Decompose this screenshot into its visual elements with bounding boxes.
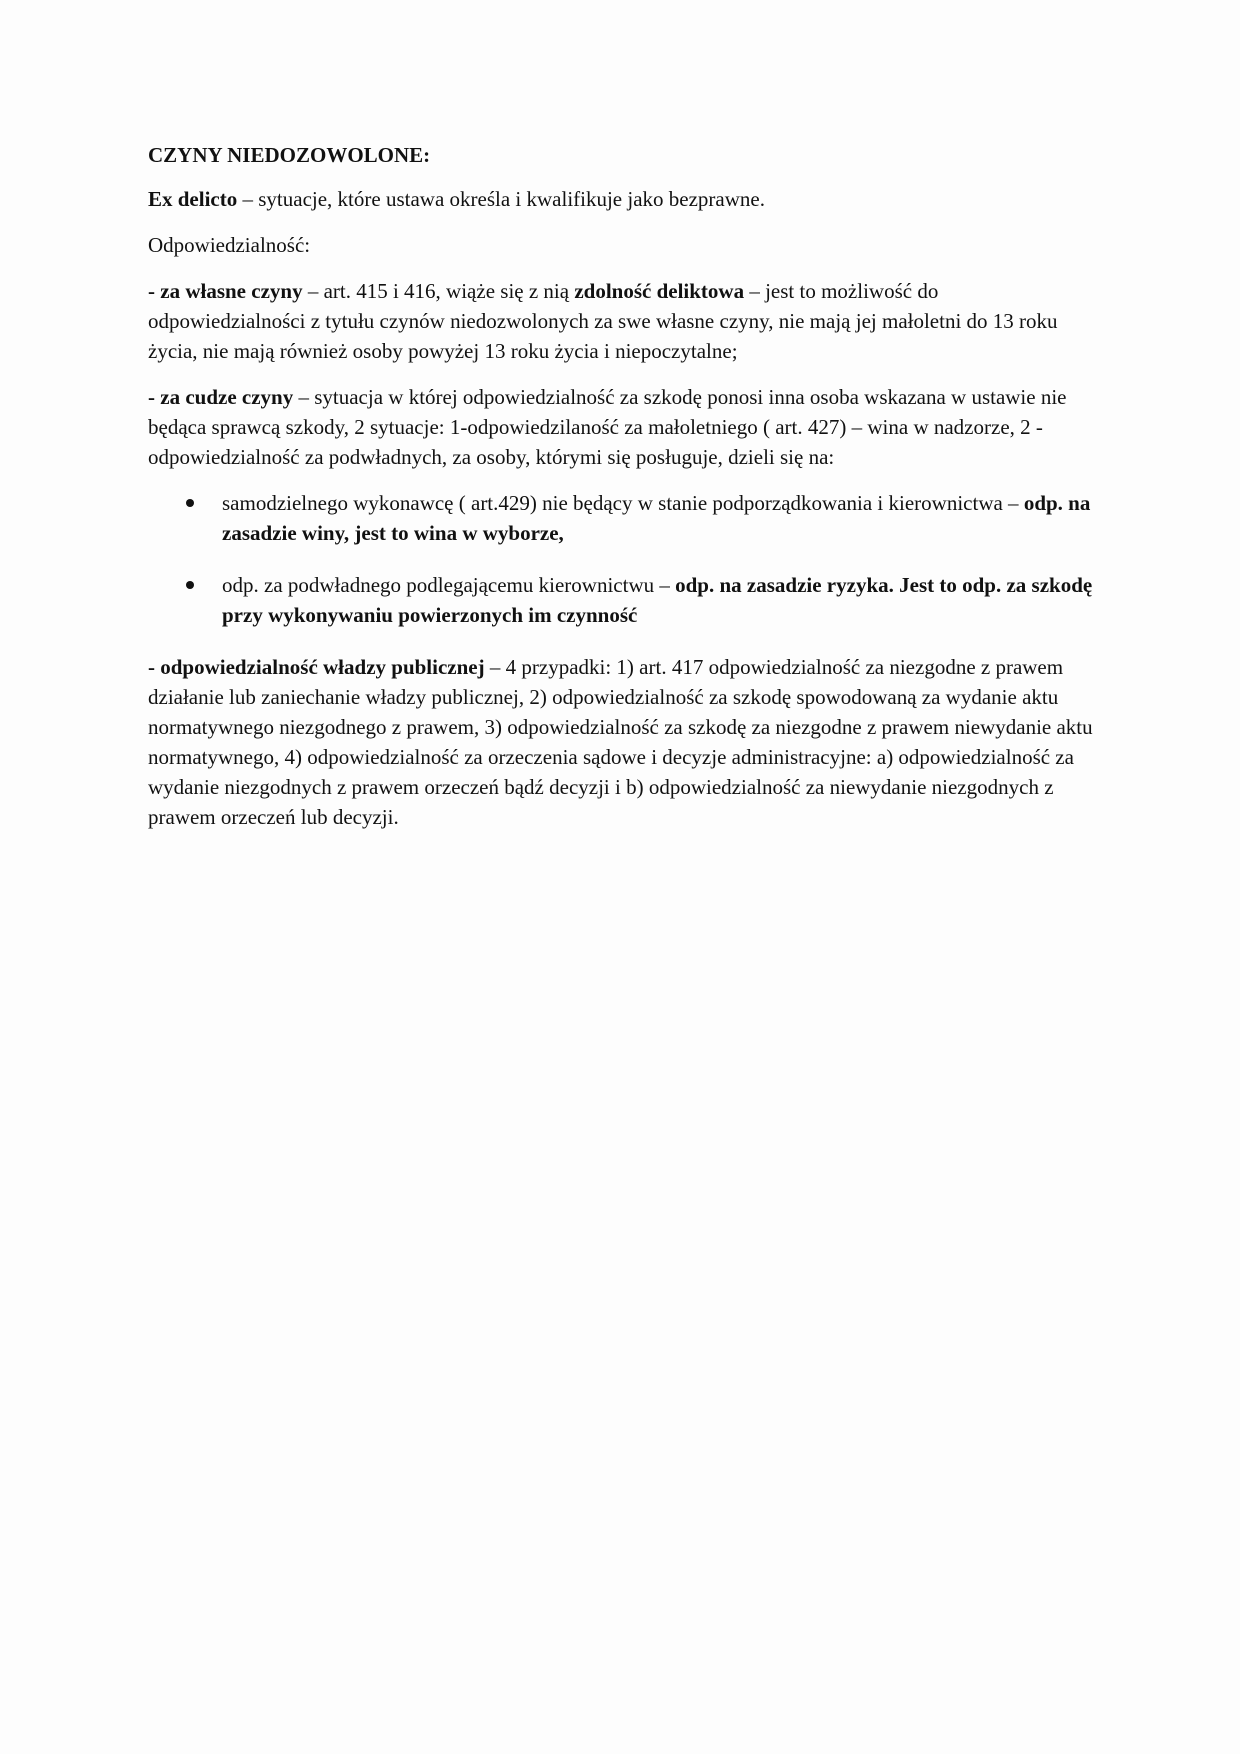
section-public-term: odpowiedzialność władzy publicznej [160, 655, 485, 679]
section-others-text: – sytuacja w której odpowiedzialność za szkodę ponosi inna osoba wskazana w ustawie nie będąca sprawcą szkody, 2 sytuacje: 1-odpowiedzilaność za małoletniego ( art. 427) – wina w nadzorze, 2 -odpowiedzialność za podwładnych, za osoby, którymi się posługuje, dzieli się na: [148, 385, 1067, 469]
list-item-bold: odp. na zasadzie ryzyka. Jest to odp. za szkodę przy wykonywaniu powierzonych im czynność [222, 573, 1093, 627]
list-item-text: samodzielnego wykonawcę ( art.429) nie będący w stanie podporządkowania i kierownictwa – [222, 491, 1024, 515]
list-item-text: odp. za podwładnego podlegającemu kierownictwu – [222, 573, 676, 597]
intro-paragraph [148, 184, 1098, 214]
document-title: CZYNY NIEDOZOWOLONE: [148, 143, 431, 167]
bullet-icon [186, 581, 194, 589]
bullet-icon [186, 499, 194, 507]
document-page [148, 140, 1098, 848]
section-own-prefix: - [148, 279, 161, 303]
subheading: Odpowiedzialność: [148, 233, 311, 257]
section-others-acts [148, 382, 1098, 472]
section-own-mid: – art. 415 i 416, wiąże się z nią [302, 279, 575, 303]
intro-text: – sytuacje, które ustawa określa i kwalifikuje jako bezprawne. [237, 187, 765, 211]
section-own-term2: zdolność deliktowa [574, 279, 745, 303]
section-own-acts [148, 276, 1098, 366]
section-others-term: za cudze czyny [160, 385, 294, 409]
section-others-prefix: - [148, 385, 161, 409]
list-item-bold: odp. na zasadzie winy, jest to wina w wyborze, [222, 491, 1091, 545]
bullet-list [148, 488, 1098, 630]
section-own-text: – jest to możliwość do odpowiedzialności z tytułu czynów niedozwolonych za swe własne czyny, nie mają jej małoletni do 13 roku życia, nie mają również osoby powyżej 13 roku życia i niepoczytalne; [148, 279, 1058, 363]
section-public-prefix: - [148, 655, 161, 679]
list-item [148, 570, 1098, 630]
list-item [148, 488, 1098, 548]
section-public-authority [148, 652, 1098, 832]
section-public-text: – 4 przypadki: 1) art. 417 odpowiedzialność za niezgodne z prawem działanie lub zaniechanie władzy publicznej, 2) odpowiedzialność za szkodę spowodowaną za wydanie aktu normatywnego niezgodnego z prawem, 3) odpowiedzialność za szkodę za niezgodne z prawem niewydanie aktu normatywnego, 4) odpowiedzialność za orzeczenia sądowe i decyzje administracyjne: a) odpowiedzialność za wydanie niezgodnych z prawem orzeczeń bądź decyzji i b) odpowiedzialność za niewydanie niezgodnych z prawem orzeczeń lub decyzji. [148, 655, 1093, 829]
intro-term: Ex delicto [148, 187, 238, 211]
section-own-term: za własne czyny [160, 279, 303, 303]
